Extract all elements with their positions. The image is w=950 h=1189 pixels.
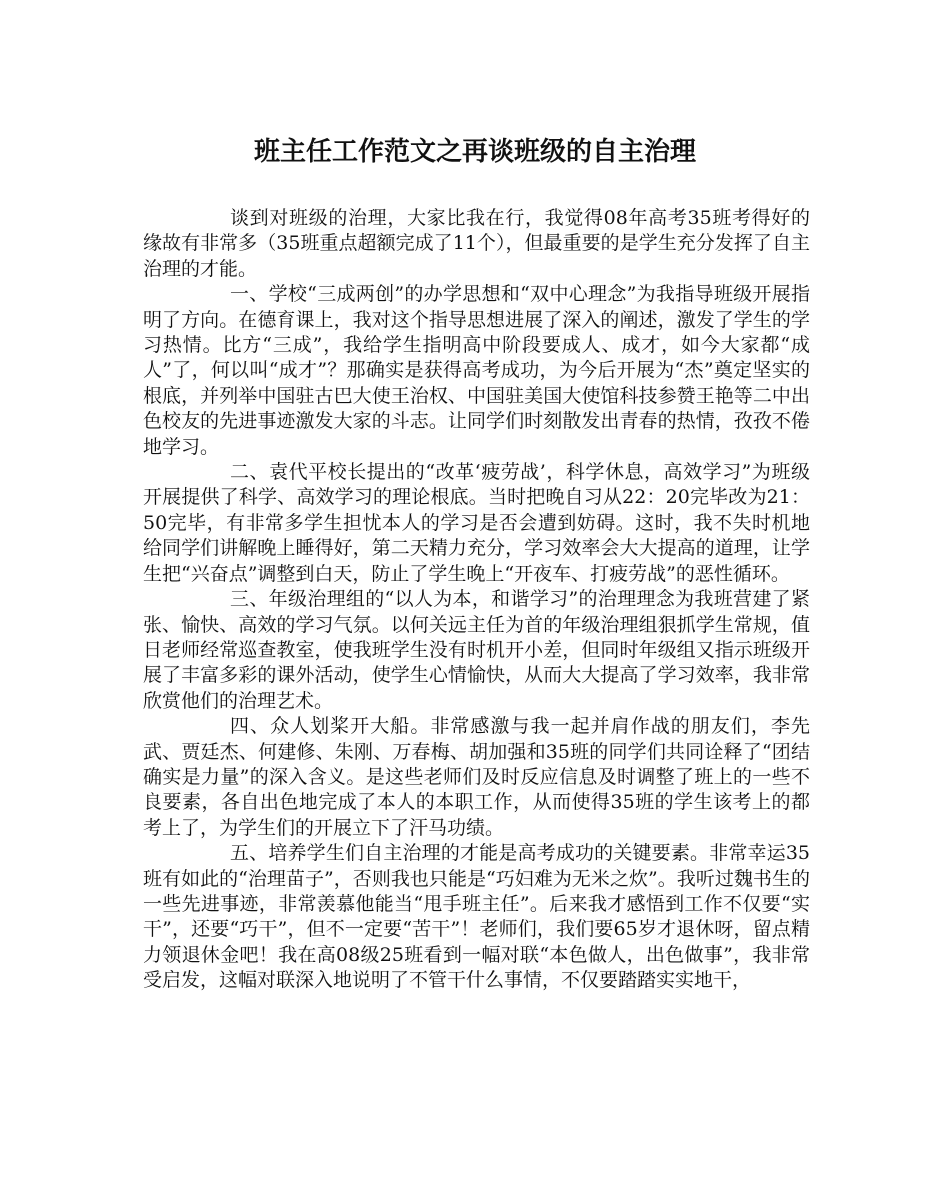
document-title: 班主任工作范文之再谈班级的自主治理 [253, 137, 696, 167]
document-body [143, 206, 810, 994]
paragraph-intro: 谈到对班级的治理，大家比我在行，我觉得08年高考35班考得好的缘故有非常多（35班重点超额完成了11个），但最重要的是学生充分发挥了自主治理的才能。 [143, 207, 810, 280]
paragraph-point-2: 二、袁代平校长提出的“改革‘疲劳战’，科学休息，高效学习”为班级开展提供了科学、高效学习的理论根底。当时把晚自习从22：20完毕改为21：50完毕，有非常多学生担忧本人的学习是否会遭到妨碍。这时，我不失时机地给同学们讲解晚上睡得好，第二天精力充分，学习效率会大大提高的道理，让学生把“兴奋点”调整到白天，防止了学生晚上“开夜车、打疲劳战”的恶性循环。 [143, 461, 810, 585]
paragraph-point-4: 四、众人划桨开大船。非常感激与我一起并肩作战的朋友们，李先武、贾廷杰、何建修、朱刚、万春梅、胡加强和35班的同学们共同诠释了“团结确实是力量”的深入含义。是这些老师们及时反应信息及时调整了班上的一些不良要素，各自出色地完成了本人的本职工作，从而使得35班的学生该考上的都考上了，为学生们的开展立下了汗马功绩。 [143, 715, 810, 839]
paragraph-point-5: 五、培养学生们自主治理的才能是高考成功的关键要素。非常幸运35班有如此的“治理苗子”，否则我也只能是“巧妇难为无米之炊”。我听过魏书生的一些先进事迹，非常羡慕他能当“甩手班主任”。后来我才感悟到工作不仅要“实干”，还要“巧干”，但不一定要“苦干”！老师们，我们要65岁才退休呀，留点精力领退休金吧！我在高08级25班看到一幅对联“本色做人，出色做事”，我非常受启发，这幅对联深入地说明了不管干什么事情，不仅要踏踏实实地干， [143, 842, 810, 992]
paragraph-point-3: 三、年级治理组的“以人为本，和谐学习”的治理理念为我班营建了紧张、愉快、高效的学习气氛。以何关远主任为首的年级治理组狠抓学生常规，值日老师经常巡查教室，使我班学生没有时机开小差，但同时年级组又指示班级开展了丰富多彩的课外活动，使学生心情愉快，从而大大提高了学习效率，我非常欣赏他们的治理艺术。 [143, 588, 810, 712]
paragraph-point-1: 一、学校“三成两创”的办学思想和“双中心理念”为我指导班级开展指明了方向。在德育课上，我对这个指导思想进展了深入的阐述，激发了学生的学习热情。比方“三成”，我给学生指明高中阶段要成人、成才，如今大家都“成人”了，何以叫“成才”？那确实是获得高考成功，为今后开展为“杰”奠定坚实的根底，并列举中国驻古巴大使王治权、中国驻美国大使馆科技参赞王艳等二中出色校友的先进事迹激发大家的斗志。让同学们时刻散发出青春的热情，孜孜不倦地学习。 [143, 283, 810, 458]
